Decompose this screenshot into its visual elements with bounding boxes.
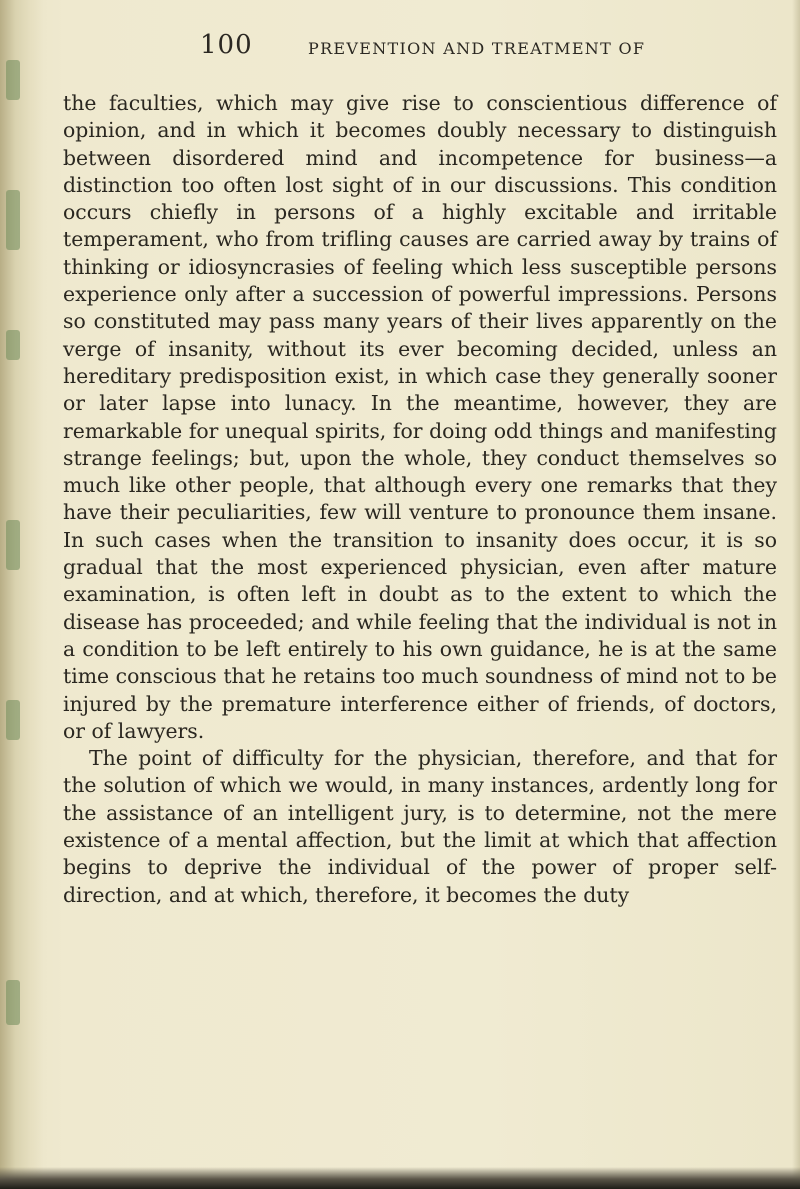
- running-head: PREVENTION AND TREATMENT OF: [308, 39, 646, 58]
- page-right-edge: [792, 0, 800, 1189]
- spine-stain: [6, 700, 20, 740]
- spine-stain: [6, 60, 20, 100]
- page-bottom-edge: [0, 1167, 800, 1189]
- spine-stain: [6, 190, 20, 250]
- spine-stain: [6, 330, 20, 360]
- page-number: 100: [200, 30, 253, 60]
- book-spine-shadow: [0, 0, 44, 1189]
- body-paragraph: the faculties, which may give rise to conscientious difference of opinion, and in which it becomes doubly necessary to distinguish between disordered mind and incompetence for business—a distinction too often lost sight of in our discussions. This condition occurs chiefly in persons of a highly excitable and irritable temperament, who from trifling causes are carried away by trains of thinking or idiosyncrasies of feeling which less susceptible persons experience only after a succession of powerful impressions. Persons so constituted may pass many years of their lives apparently on the verge of insanity, without its ever becoming decided, unless an hereditary predisposition exist, in which case they generally sooner or later lapse into lunacy. In the meantime, however, they are remarkable for unequal spirits, for doing odd things and manifesting strange feelings; but, upon the whole, they conduct themselves so much like other people, that although every one remarks that they have their peculiarities, few will venture to pronounce them insane. In such cases when the transition to insanity does occur, it is so gradual that the most experienced physician, even after mature examination, is often left in doubt as to the extent to which the disease has proceeded; and while feeling that the individual is not in a condition to be left entirely to his own guidance, he is at the same time conscious that he retains too much soundness of mind not to be injured by the premature interference either of friends, of doctors, or of lawyers.: [63, 91, 777, 743]
- spine-stain: [6, 980, 20, 1025]
- body-paragraph: The point of difficulty for the physician, therefore, and that for the solution of which we would, in many instances, ardently long for the assistance of an intelligent jury, is to determine, not the mere existence of a mental affection, but the limit at which that affection begins to deprive the individual of the power of proper self-direction, and at which, therefore, it becomes the duty: [63, 746, 777, 907]
- page-header: [200, 30, 760, 64]
- page-body: [63, 90, 777, 909]
- spine-stain: [6, 520, 20, 570]
